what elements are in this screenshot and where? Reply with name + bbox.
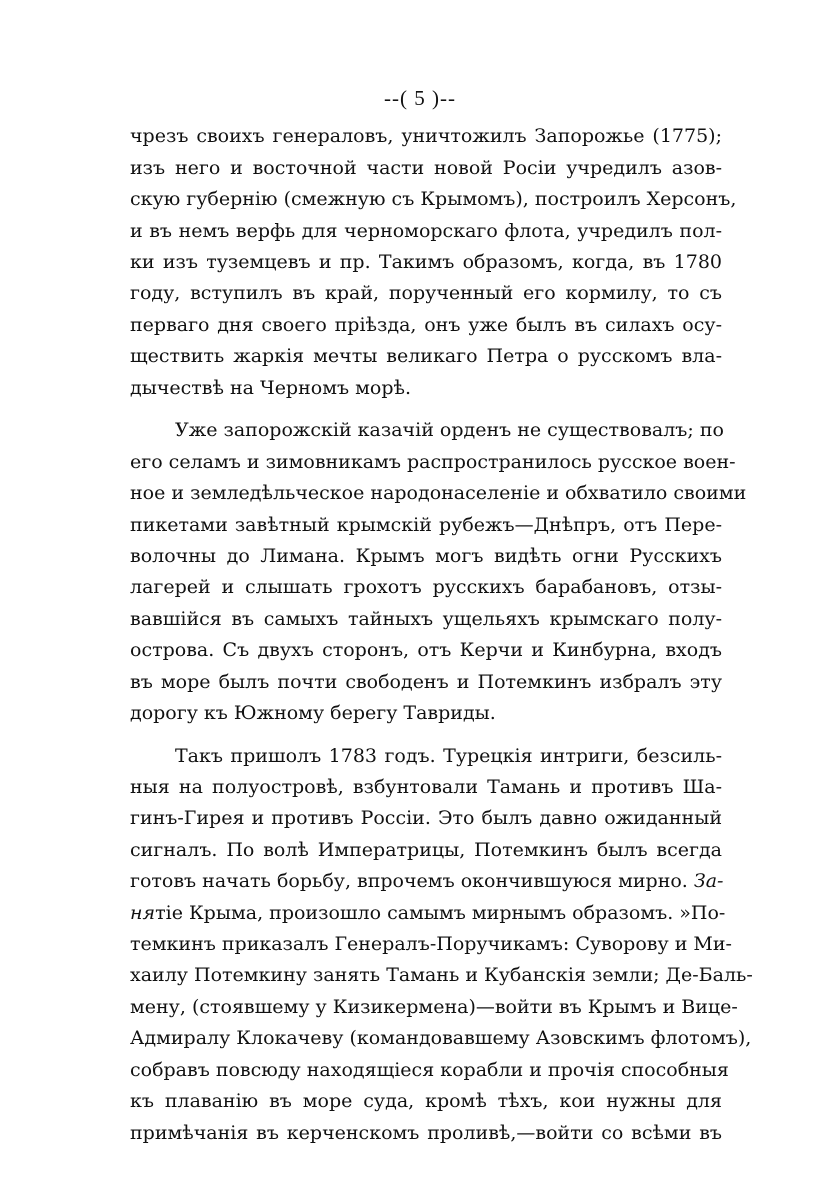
paragraph-2-line-1: Уже запорожскiй казачiй орденъ не существовалъ; по (175, 419, 724, 441)
paragraph-3-line-8: хаилу Потемкину занять Тамань и Кубанскiя земли; Де-Баль- (130, 964, 753, 986)
paragraph-2-line-8: острова. Съ двухъ сторонъ, отъ Керчи и Кинбурна, входъ (130, 639, 722, 661)
paragraph-2-line-5: волочны до Лимана. Крымъ могъ видѣть огни Русскихъ (130, 545, 722, 567)
paragraph-3-line-7: темкинъ приказалъ Генералъ-Поручикамъ: Суворову и Ми- (130, 933, 732, 955)
paragraph-3-line-12: къ плаванiю въ море суда, кромѣ тѣхъ, кои нужны для (130, 1090, 722, 1112)
paragraph-1-line-7: перваго дня своего прiѣзда, онъ уже былъ въ силахъ осу- (130, 314, 722, 336)
paragraph-1-line-9: дычествѣ на Черномъ морѣ. (130, 377, 411, 399)
paragraph-3-line-1: Такъ пришолъ 1783 годъ. Турецкiя интриги, безсиль- (175, 745, 722, 767)
paragraph-2-line-6: лагерей и слышать грохотъ русскихъ барабановъ, отзы- (130, 576, 722, 598)
paragraph-3-line-6-text: тiе Крыма, произошло самымъ мирнымъ образомъ. »По- (155, 902, 726, 924)
paragraph-3-line-4: сигналъ. По волѣ Императрицы, Потемкинъ былъ всегда (130, 839, 722, 861)
paragraph-1-line-3: скую губернiю (смежную съ Крымомъ), построилъ Херсонъ, (130, 188, 737, 210)
paragraph-3-line-6 (130, 901, 726, 925)
paragraph-3-line-2: ныя на полуостровѣ, взбунтовали Тамань и противъ Ша- (130, 776, 722, 798)
paragraph-3-line-13: примѣчанiя въ керченскомъ проливѣ,—войти со всѣми въ (130, 1122, 722, 1144)
page-number: --( 5 )-- (384, 86, 456, 110)
paragraph-3-line-9: мену, (стоявшему у Кизикермена)—войти въ Крымъ и Вице- (130, 996, 738, 1018)
paragraph-3-line-3: гинъ-Гирея и противъ Россiи. Это былъ давно ожиданный (130, 807, 722, 829)
paragraph-3-line-5-text: готовъ начать борьбу, впрочемъ окончившуюся мирно. (130, 870, 688, 892)
paragraph-1-line-8: ществить жаркiя мечты великаго Петра о русскомъ вла- (130, 345, 722, 367)
paragraph-3-line-5 (130, 869, 722, 893)
paragraph-2-line-10: дорогу къ Южному берегу Тавриды. (130, 702, 496, 724)
paragraph-1-line-1: чрезъ своихъ генераловъ, уничтожилъ Запорожье (1775); (130, 125, 722, 147)
paragraph-1-line-4: и въ немъ верфь для черноморскаго флота, учредилъ пол- (130, 220, 722, 242)
italic-fragment-nya: ня (130, 902, 156, 924)
paragraph-3-line-10: Адмиралу Клокачеву (командовавшему Азовскимъ флотомъ), (130, 1027, 752, 1049)
paragraph-1-line-5: ки изъ туземцевъ и пр. Такимъ образомъ, когда, въ 1780 (130, 251, 722, 273)
paragraph-2-line-2: его селамъ и зимовникамъ распространилось русское воен- (130, 451, 736, 473)
paragraph-2-line-7: вавшiйся въ самыхъ тайныхъ ущельяхъ крымскаго полу- (130, 608, 722, 630)
paragraph-1-line-2: изъ него и восточной части новой Росiи учредилъ азов- (130, 157, 722, 179)
paragraph-1-line-6: году, вступилъ въ край, порученный его кормилу, то съ (130, 282, 722, 304)
paragraph-2-line-3: ное и земледѣльческое народонаселенiе и обхватило своими (130, 482, 747, 504)
paragraph-2-line-4: пикетами завѣтный крымскiй рубежъ—Днѣпръ, отъ Пере- (130, 514, 722, 536)
paragraph-3-line-11: собравъ повсюду находящiеся корабли и прочiя способныя (130, 1059, 729, 1081)
paragraph-2-line-9: въ море былъ почти свободенъ и Потемкинъ избралъ эту (130, 671, 722, 693)
italic-fragment-za: За- (693, 870, 724, 892)
